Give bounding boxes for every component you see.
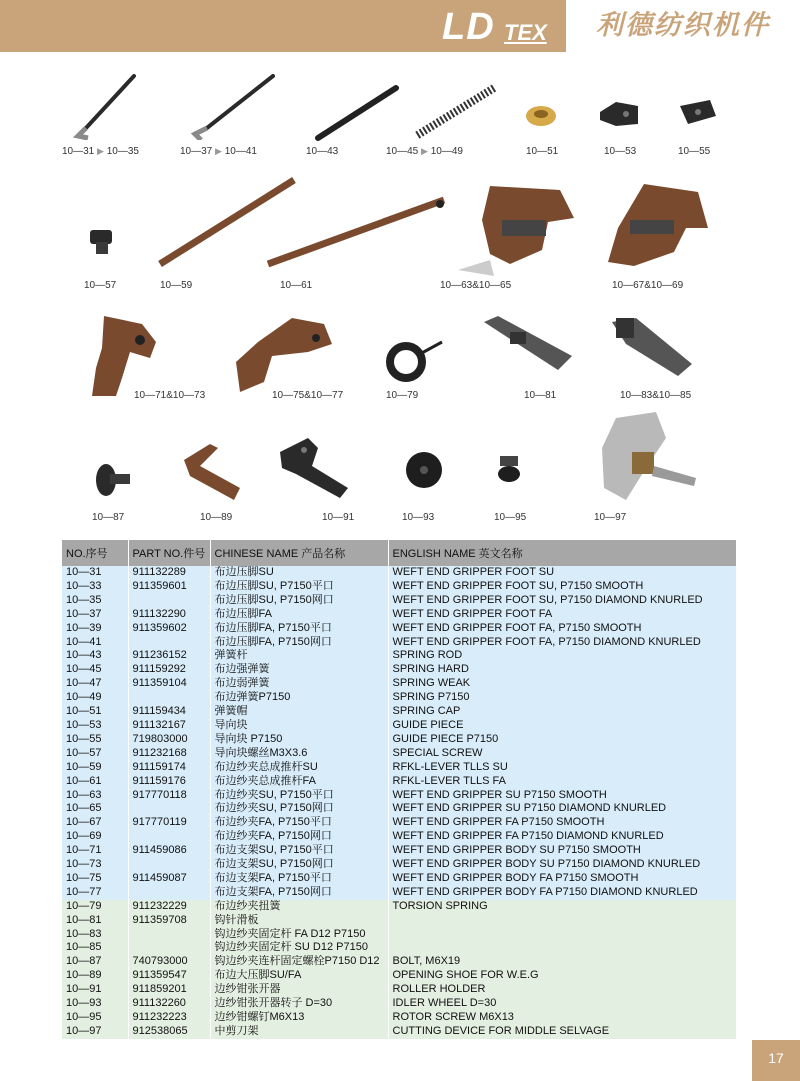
part-label-10-97: 10—97 xyxy=(594,512,627,523)
cell-chinese-name: 布边支架FA, P7150网口 xyxy=(210,886,388,900)
idler-wheel-image xyxy=(402,448,446,492)
cell-chinese-name: 布边纱夹SU, P7150平口 xyxy=(210,789,388,803)
cell-english-name xyxy=(388,941,736,955)
table-row xyxy=(62,608,736,622)
cell-part-no xyxy=(128,928,210,942)
weft-end-gripper-fa-image xyxy=(594,178,714,278)
cell-no: 10—35 xyxy=(62,594,128,608)
cell-chinese-name: 边纱钳螺钉M6X13 xyxy=(210,1011,388,1025)
cell-no: 10—65 xyxy=(62,802,128,816)
cell-chinese-name: 布边纱夹总成推杆SU xyxy=(210,761,388,775)
cell-no: 10—83 xyxy=(62,928,128,942)
page-number: 17 xyxy=(752,1040,800,1081)
cell-no: 10—41 xyxy=(62,636,128,650)
cell-english-name: SPECIAL SCREW xyxy=(388,747,736,761)
spring-rod-image xyxy=(312,82,402,144)
cell-part-no xyxy=(128,636,210,650)
table-body xyxy=(62,566,736,1039)
cell-chinese-name: 布边压脚FA, P7150平口 xyxy=(210,622,388,636)
cell-english-name: SPRING HARD xyxy=(388,663,736,677)
cell-no: 10—49 xyxy=(62,691,128,705)
gripper-foot-su-image xyxy=(70,70,140,140)
cell-part-no: 911232168 xyxy=(128,747,210,761)
cell-no: 10—59 xyxy=(62,761,128,775)
part-label-10-75: 10—75&10—77 xyxy=(272,390,344,401)
cell-no: 10—73 xyxy=(62,858,128,872)
table-row xyxy=(62,872,736,886)
cell-english-name: BOLT, M6X19 xyxy=(388,955,736,969)
cell-english-name: SPRING CAP xyxy=(388,705,736,719)
part-label-10-53: 10—53 xyxy=(604,146,637,157)
cell-english-name: ROLLER HOLDER xyxy=(388,983,736,997)
cell-part-no: 911132167 xyxy=(128,719,210,733)
cell-part-no: 911159174 xyxy=(128,761,210,775)
cell-no: 10—33 xyxy=(62,580,128,594)
cell-no: 10—47 xyxy=(62,677,128,691)
cell-chinese-name: 布边弱弹簧 xyxy=(210,677,388,691)
cell-english-name: WEFT END GRIPPER FOOT FA, P7150 SMOOTH xyxy=(388,622,736,636)
cell-chinese-name: 布边支架SU, P7150网口 xyxy=(210,858,388,872)
part-label-10-79: 10—79 xyxy=(386,390,419,401)
cell-part-no: 911159176 xyxy=(128,775,210,789)
cell-english-name: RFKL-LEVER TLLS FA xyxy=(388,775,736,789)
header-part-no: PART NO.件号 xyxy=(128,540,210,566)
cell-no: 10—37 xyxy=(62,608,128,622)
cell-chinese-name: 布边大压脚SU/FA xyxy=(210,969,388,983)
spring-cap-image xyxy=(524,104,558,128)
cell-chinese-name: 中剪刀架 xyxy=(210,1025,388,1039)
table-row xyxy=(62,886,736,900)
cell-chinese-name: 布边纱夹总成推杆FA xyxy=(210,775,388,789)
cell-no: 10—89 xyxy=(62,969,128,983)
cell-chinese-name: 布边强弹簧 xyxy=(210,663,388,677)
cell-part-no: 719803000 xyxy=(128,733,210,747)
cell-no: 10—45 xyxy=(62,663,128,677)
cell-part-no: 911459086 xyxy=(128,844,210,858)
cell-no: 10—79 xyxy=(62,900,128,914)
cell-part-no xyxy=(128,941,210,955)
cell-part-no: 911159434 xyxy=(128,705,210,719)
part-label-10-87: 10—87 xyxy=(92,512,125,523)
cell-chinese-name: 布边压脚SU, P7150平口 xyxy=(210,580,388,594)
cell-english-name: GUIDE PIECE P7150 xyxy=(388,733,736,747)
part-label-10-43: 10—43 xyxy=(306,146,339,157)
part-label-10-83: 10—83&10—85 xyxy=(620,390,692,401)
cell-part-no: 911359547 xyxy=(128,969,210,983)
part-label-10-63: 10—63&10—65 xyxy=(440,280,512,291)
cell-chinese-name: 弹簧帽 xyxy=(210,705,388,719)
part-label-10-57: 10—57 xyxy=(84,280,117,291)
cell-part-no: 911132289 xyxy=(128,566,210,580)
cell-english-name: OPENING SHOE FOR W.E.G xyxy=(388,969,736,983)
table-row xyxy=(62,663,736,677)
table-row xyxy=(62,983,736,997)
cell-english-name: WEFT END GRIPPER FOOT FA xyxy=(388,608,736,622)
hook-gripper-rod-image xyxy=(606,314,696,380)
table-row xyxy=(62,761,736,775)
cell-part-no xyxy=(128,691,210,705)
cell-no: 10—81 xyxy=(62,914,128,928)
cell-no: 10—69 xyxy=(62,830,128,844)
cell-part-no: 911359601 xyxy=(128,580,210,594)
cell-chinese-name: 布边支架FA, P7150平口 xyxy=(210,872,388,886)
table-row xyxy=(62,900,736,914)
cell-english-name: WEFT END GRIPPER FA P7150 DIAMOND KNURLED xyxy=(388,830,736,844)
part-label-10-31: 10—31 ▶ 10—35 xyxy=(62,146,139,157)
cell-english-name: SPRING WEAK xyxy=(388,677,736,691)
brand-logo xyxy=(440,6,566,52)
cell-chinese-name: 布边压脚FA, P7150网口 xyxy=(210,636,388,650)
table-row xyxy=(62,705,736,719)
cell-part-no: 911359708 xyxy=(128,914,210,928)
cell-part-no xyxy=(128,858,210,872)
cell-no: 10—97 xyxy=(62,1025,128,1039)
table-row xyxy=(62,816,736,830)
cell-no: 10—67 xyxy=(62,816,128,830)
cell-part-no xyxy=(128,802,210,816)
cell-part-no: 911159292 xyxy=(128,663,210,677)
table-row xyxy=(62,844,736,858)
header-chinese-name: CHINESE NAME 产品名称 xyxy=(210,540,388,566)
roller-holder-image xyxy=(274,432,354,502)
table-row xyxy=(62,622,736,636)
cell-no: 10—55 xyxy=(62,733,128,747)
cell-part-no: 740793000 xyxy=(128,955,210,969)
cell-english-name xyxy=(388,914,736,928)
cell-no: 10—31 xyxy=(62,566,128,580)
cell-part-no xyxy=(128,830,210,844)
parts-gallery xyxy=(0,60,800,530)
spring-image xyxy=(410,82,500,142)
cell-english-name: WEFT END GRIPPER FOOT SU xyxy=(388,566,736,580)
cell-english-name: SPRING ROD xyxy=(388,649,736,663)
part-label-10-71: 10—71&10—73 xyxy=(134,390,206,401)
cell-no: 10—53 xyxy=(62,719,128,733)
cell-chinese-name: 导向块 P7150 xyxy=(210,733,388,747)
opening-shoe-image xyxy=(178,438,244,506)
guide-piece-p7150-image xyxy=(676,96,720,128)
cell-no: 10—51 xyxy=(62,705,128,719)
cell-english-name: WEFT END GRIPPER FOOT FA, P7150 DIAMOND KNURLED xyxy=(388,636,736,650)
cell-chinese-name: 布边支架SU, P7150平口 xyxy=(210,844,388,858)
cell-english-name: RFKL-LEVER TLLS SU xyxy=(388,761,736,775)
part-label-10-61: 10—61 xyxy=(280,280,313,291)
part-label-10-67: 10—67&10—69 xyxy=(612,280,684,291)
cell-chinese-name: 布边纱夹扭簧 xyxy=(210,900,388,914)
cell-no: 10—75 xyxy=(62,872,128,886)
part-label-10-45: 10—45 ▶ 10—49 xyxy=(386,146,463,157)
cell-chinese-name: 导向块 xyxy=(210,719,388,733)
brand-tex: TEX xyxy=(504,20,547,45)
cell-chinese-name: 布边纱夹FA, P7150平口 xyxy=(210,816,388,830)
cell-part-no: 911132290 xyxy=(128,608,210,622)
cell-part-no: 911359602 xyxy=(128,622,210,636)
table-row xyxy=(62,594,736,608)
cell-english-name: WEFT END GRIPPER SU P7150 DIAMOND KNURLED xyxy=(388,802,736,816)
cell-no: 10—71 xyxy=(62,844,128,858)
part-label-10-59: 10—59 xyxy=(160,280,193,291)
cell-part-no: 911236152 xyxy=(128,649,210,663)
cell-english-name: WEFT END GRIPPER BODY FA P7150 DIAMOND KNURLED xyxy=(388,886,736,900)
guide-piece-image xyxy=(596,94,642,130)
cell-english-name: WEFT END GRIPPER BODY SU P7150 SMOOTH xyxy=(388,844,736,858)
table-header-row xyxy=(62,540,736,566)
cell-english-name: WEFT END GRIPPER SU P7150 SMOOTH xyxy=(388,789,736,803)
table-row xyxy=(62,969,736,983)
part-label-10-81: 10—81 xyxy=(524,390,557,401)
table-row xyxy=(62,1011,736,1025)
cell-chinese-name: 钩针滑板 xyxy=(210,914,388,928)
cell-no: 10—87 xyxy=(62,955,128,969)
part-label-10-89: 10—89 xyxy=(200,512,233,523)
cell-chinese-name: 钩边纱夹固定杆 FA D12 P7150 xyxy=(210,928,388,942)
cell-no: 10—93 xyxy=(62,997,128,1011)
table-row xyxy=(62,955,736,969)
cell-english-name: WEFT END GRIPPER FA P7150 SMOOTH xyxy=(388,816,736,830)
cell-part-no: 917770118 xyxy=(128,789,210,803)
cell-part-no: 912538065 xyxy=(128,1025,210,1039)
table-row xyxy=(62,830,736,844)
part-label-10-55: 10—55 xyxy=(678,146,711,157)
cell-chinese-name: 钩边纱夹固定杆 SU D12 P7150 xyxy=(210,941,388,955)
cell-english-name xyxy=(388,928,736,942)
weft-end-gripper-su-image xyxy=(450,180,580,280)
table-row xyxy=(62,997,736,1011)
cell-chinese-name: 布边压脚SU, P7150网口 xyxy=(210,594,388,608)
cell-english-name: WEFT END GRIPPER BODY SU P7150 DIAMOND KNURLED xyxy=(388,858,736,872)
torsion-spring-image xyxy=(384,336,448,386)
brand-chinese-name: 利德纺织机件 xyxy=(566,0,800,52)
cell-chinese-name: 边纱钳张开器转子 D=30 xyxy=(210,997,388,1011)
cell-english-name: WEFT END GRIPPER FOOT SU, P7150 DIAMOND KNURLED xyxy=(388,594,736,608)
cell-english-name: TORSION SPRING xyxy=(388,900,736,914)
cell-no: 10—77 xyxy=(62,886,128,900)
table-row xyxy=(62,649,736,663)
cell-chinese-name: 弹簧杆 xyxy=(210,649,388,663)
cell-chinese-name: 布边纱夹SU, P7150网口 xyxy=(210,802,388,816)
cell-no: 10—63 xyxy=(62,789,128,803)
table-row xyxy=(62,941,736,955)
cell-no: 10—85 xyxy=(62,941,128,955)
cell-english-name: CUTTING DEVICE FOR MIDDLE SELVAGE xyxy=(388,1025,736,1039)
bolt-image xyxy=(90,458,134,502)
part-label-10-93: 10—93 xyxy=(402,512,435,523)
cell-chinese-name: 导向块螺丝M3X3.6 xyxy=(210,747,388,761)
table-row xyxy=(62,636,736,650)
cell-part-no: 911359104 xyxy=(128,677,210,691)
cell-chinese-name: 布边弹簧P7150 xyxy=(210,691,388,705)
brand-ld: LD xyxy=(442,6,495,48)
cell-english-name: WEFT END GRIPPER FOOT SU, P7150 SMOOTH xyxy=(388,580,736,594)
cell-part-no: 911459087 xyxy=(128,872,210,886)
table-row xyxy=(62,733,736,747)
header-english-name: ENGLISH NAME 英文名称 xyxy=(388,540,736,566)
header-no: NO.序号 xyxy=(62,540,128,566)
cell-part-no: 917770119 xyxy=(128,816,210,830)
cell-chinese-name: 布边纱夹FA, P7150网口 xyxy=(210,830,388,844)
rotor-screw-image xyxy=(494,452,524,486)
cell-no: 10—61 xyxy=(62,775,128,789)
cell-part-no: 911132260 xyxy=(128,997,210,1011)
table-row xyxy=(62,928,736,942)
cell-english-name: WEFT END GRIPPER BODY FA P7150 SMOOTH xyxy=(388,872,736,886)
cell-part-no xyxy=(128,886,210,900)
cell-english-name: SPRING P7150 xyxy=(388,691,736,705)
table-row xyxy=(62,775,736,789)
part-label-10-91: 10—91 xyxy=(322,512,355,523)
table-row xyxy=(62,566,736,580)
cell-part-no xyxy=(128,594,210,608)
cell-chinese-name: 布边压脚SU xyxy=(210,566,388,580)
cell-english-name: ROTOR SCREW M6X13 xyxy=(388,1011,736,1025)
table-row xyxy=(62,719,736,733)
lever-fa-image xyxy=(260,192,450,272)
table-row xyxy=(62,858,736,872)
parts-table xyxy=(62,540,737,1039)
table-row xyxy=(62,747,736,761)
table-row xyxy=(62,1025,736,1039)
part-label-10-37: 10—37 ▶ 10—41 xyxy=(180,146,257,157)
parts-table-wrap xyxy=(62,540,736,1039)
cell-english-name: IDLER WHEEL D=30 xyxy=(388,997,736,1011)
part-label-10-95: 10—95 xyxy=(494,512,527,523)
gripper-body-fa-image xyxy=(232,312,336,400)
part-label-10-51: 10—51 xyxy=(526,146,559,157)
cell-no: 10—43 xyxy=(62,649,128,663)
cell-part-no: 911859201 xyxy=(128,983,210,997)
cutting-device-image xyxy=(586,408,706,508)
table-row xyxy=(62,580,736,594)
cell-chinese-name: 钩边纱夹连杆固定螺栓P7150 D12 xyxy=(210,955,388,969)
hook-slide-plate-image xyxy=(478,312,578,376)
special-screw-image xyxy=(84,226,122,258)
table-row xyxy=(62,677,736,691)
cell-part-no: 911232229 xyxy=(128,900,210,914)
cell-english-name: GUIDE PIECE xyxy=(388,719,736,733)
cell-chinese-name: 边纱钳张开器 xyxy=(210,983,388,997)
cell-no: 10—95 xyxy=(62,1011,128,1025)
table-row xyxy=(62,802,736,816)
cell-part-no: 911232223 xyxy=(128,1011,210,1025)
cell-no: 10—57 xyxy=(62,747,128,761)
cell-no: 10—39 xyxy=(62,622,128,636)
table-row xyxy=(62,691,736,705)
cell-chinese-name: 布边压脚FA xyxy=(210,608,388,622)
gripper-foot-fa-image xyxy=(185,70,280,140)
table-row xyxy=(62,914,736,928)
table-row xyxy=(62,789,736,803)
cell-no: 10—91 xyxy=(62,983,128,997)
